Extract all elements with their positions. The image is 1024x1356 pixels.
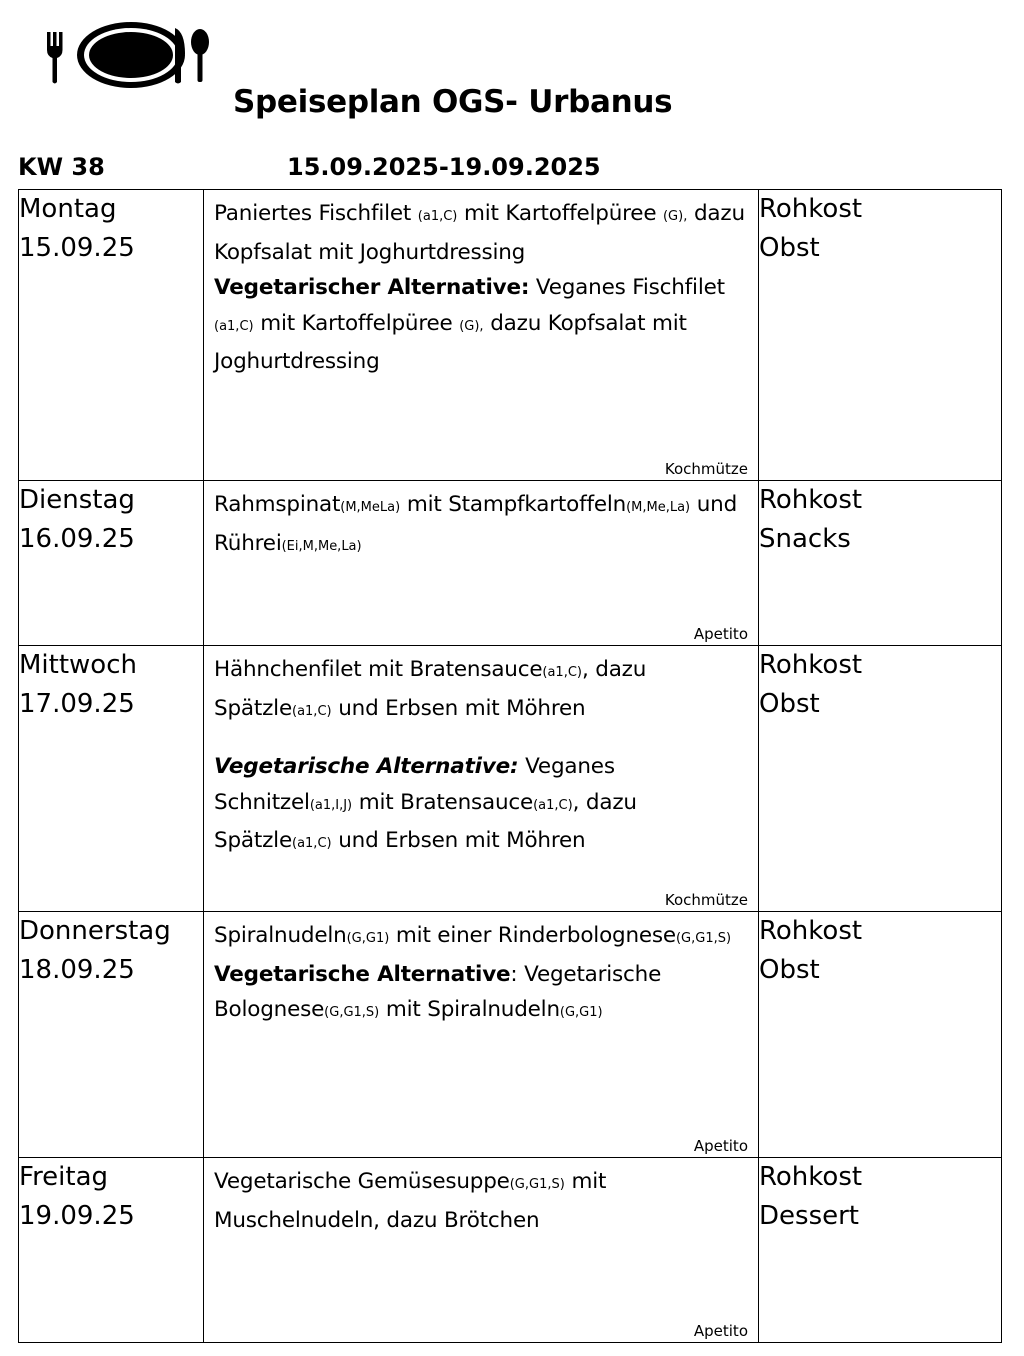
side-item: Obst bbox=[759, 955, 820, 985]
meal-text: Vegetarische Gemüsesuppe(G,G1,S) mit Muschelnudeln, dazu Brötchen bbox=[214, 1169, 607, 1233]
date-range: 15.09.2025-19.09.2025 bbox=[287, 153, 601, 181]
side-item: Rohkost bbox=[759, 650, 863, 680]
side-cell bbox=[759, 1158, 1002, 1343]
vegetarian-label: Vegetarischer Alternative: bbox=[214, 275, 530, 300]
day-cell bbox=[19, 912, 204, 1158]
cutlery-plate-icon bbox=[44, 20, 214, 90]
side-cell bbox=[759, 190, 1002, 481]
caterer-label: Kochmütze bbox=[664, 891, 748, 909]
page-title: Speiseplan OGS- Urbanus bbox=[233, 84, 673, 120]
meal-cell bbox=[204, 190, 759, 481]
meal-text: Paniertes Fischfilet (a1,C) mit Kartoffelpüree (G), dazu Kopfsalat mit Joghurtdressing Vegetarischer Alternative: Veganes Fischfilet (a1,C) mit Kartoffelpüree (G), dazu Kopfsalat mit Joghurtdressing bbox=[214, 201, 745, 374]
day-date: 16.09.25 bbox=[19, 524, 135, 554]
caterer-label: Apetito bbox=[693, 1322, 748, 1340]
day-cell bbox=[19, 1158, 204, 1343]
side-item: Rohkost bbox=[759, 1162, 863, 1192]
day-date: 19.09.25 bbox=[19, 1201, 135, 1231]
caterer-label: Apetito bbox=[693, 625, 748, 643]
table-row bbox=[19, 481, 1002, 646]
week-number: KW 38 bbox=[18, 153, 105, 181]
side-item: Obst bbox=[759, 689, 820, 719]
day-date: 15.09.25 bbox=[19, 233, 135, 263]
day-name: Mittwoch bbox=[19, 650, 137, 680]
meal-cell bbox=[204, 1158, 759, 1343]
table-row bbox=[19, 912, 1002, 1158]
day-name: Montag bbox=[19, 194, 117, 224]
day-name: Dienstag bbox=[19, 485, 135, 515]
day-date: 17.09.25 bbox=[19, 689, 135, 719]
meal-text: Spiralnudeln(G,G1) mit einer Rinderbolognese(G,G1,S) Vegetarische Alternative: Vegetarische Bolognese(G,G1,S) mit Spiralnudeln(G,G1) bbox=[214, 923, 732, 1022]
side-cell bbox=[759, 646, 1002, 912]
day-date: 18.09.25 bbox=[19, 955, 135, 985]
side-item: Rohkost bbox=[759, 485, 863, 515]
table-row bbox=[19, 646, 1002, 912]
side-item: Obst bbox=[759, 233, 820, 263]
meal-text: Hähnchenfilet mit Bratensauce(a1,C), dazu Spätzle(a1,C) und Erbsen mit Möhren Vegetarische Alternative: Veganes Schnitzel(a1,I,J) mit Bratensauce(a1,C), dazu Spätzle(a1,C) und Erbsen mit Möhren bbox=[214, 657, 647, 853]
vegetarian-label: Vegetarische Alternative: bbox=[214, 754, 519, 779]
meal-text: Rahmspinat(M,MeLa) mit Stampfkartoffeln(M,Me,La) und Rührei(Ei,M,Me,La) bbox=[214, 492, 738, 556]
side-item: Dessert bbox=[759, 1201, 859, 1231]
caterer-label: Apetito bbox=[693, 1137, 748, 1155]
day-cell bbox=[19, 646, 204, 912]
day-name: Freitag bbox=[19, 1162, 109, 1192]
side-cell bbox=[759, 481, 1002, 646]
day-cell bbox=[19, 481, 204, 646]
day-name: Donnerstag bbox=[19, 916, 171, 946]
table-row bbox=[19, 190, 1002, 481]
menu-table bbox=[18, 189, 1002, 1343]
meal-cell bbox=[204, 912, 759, 1158]
side-item: Rohkost bbox=[759, 916, 863, 946]
side-item: Rohkost bbox=[759, 194, 863, 224]
day-cell bbox=[19, 190, 204, 481]
vegetarian-label: Vegetarische Alternative bbox=[214, 961, 511, 987]
table-row bbox=[19, 1158, 1002, 1343]
meal-cell bbox=[204, 481, 759, 646]
meal-cell bbox=[204, 646, 759, 912]
side-cell bbox=[759, 912, 1002, 1158]
side-item: Snacks bbox=[759, 524, 851, 554]
caterer-label: Kochmütze bbox=[664, 460, 748, 478]
